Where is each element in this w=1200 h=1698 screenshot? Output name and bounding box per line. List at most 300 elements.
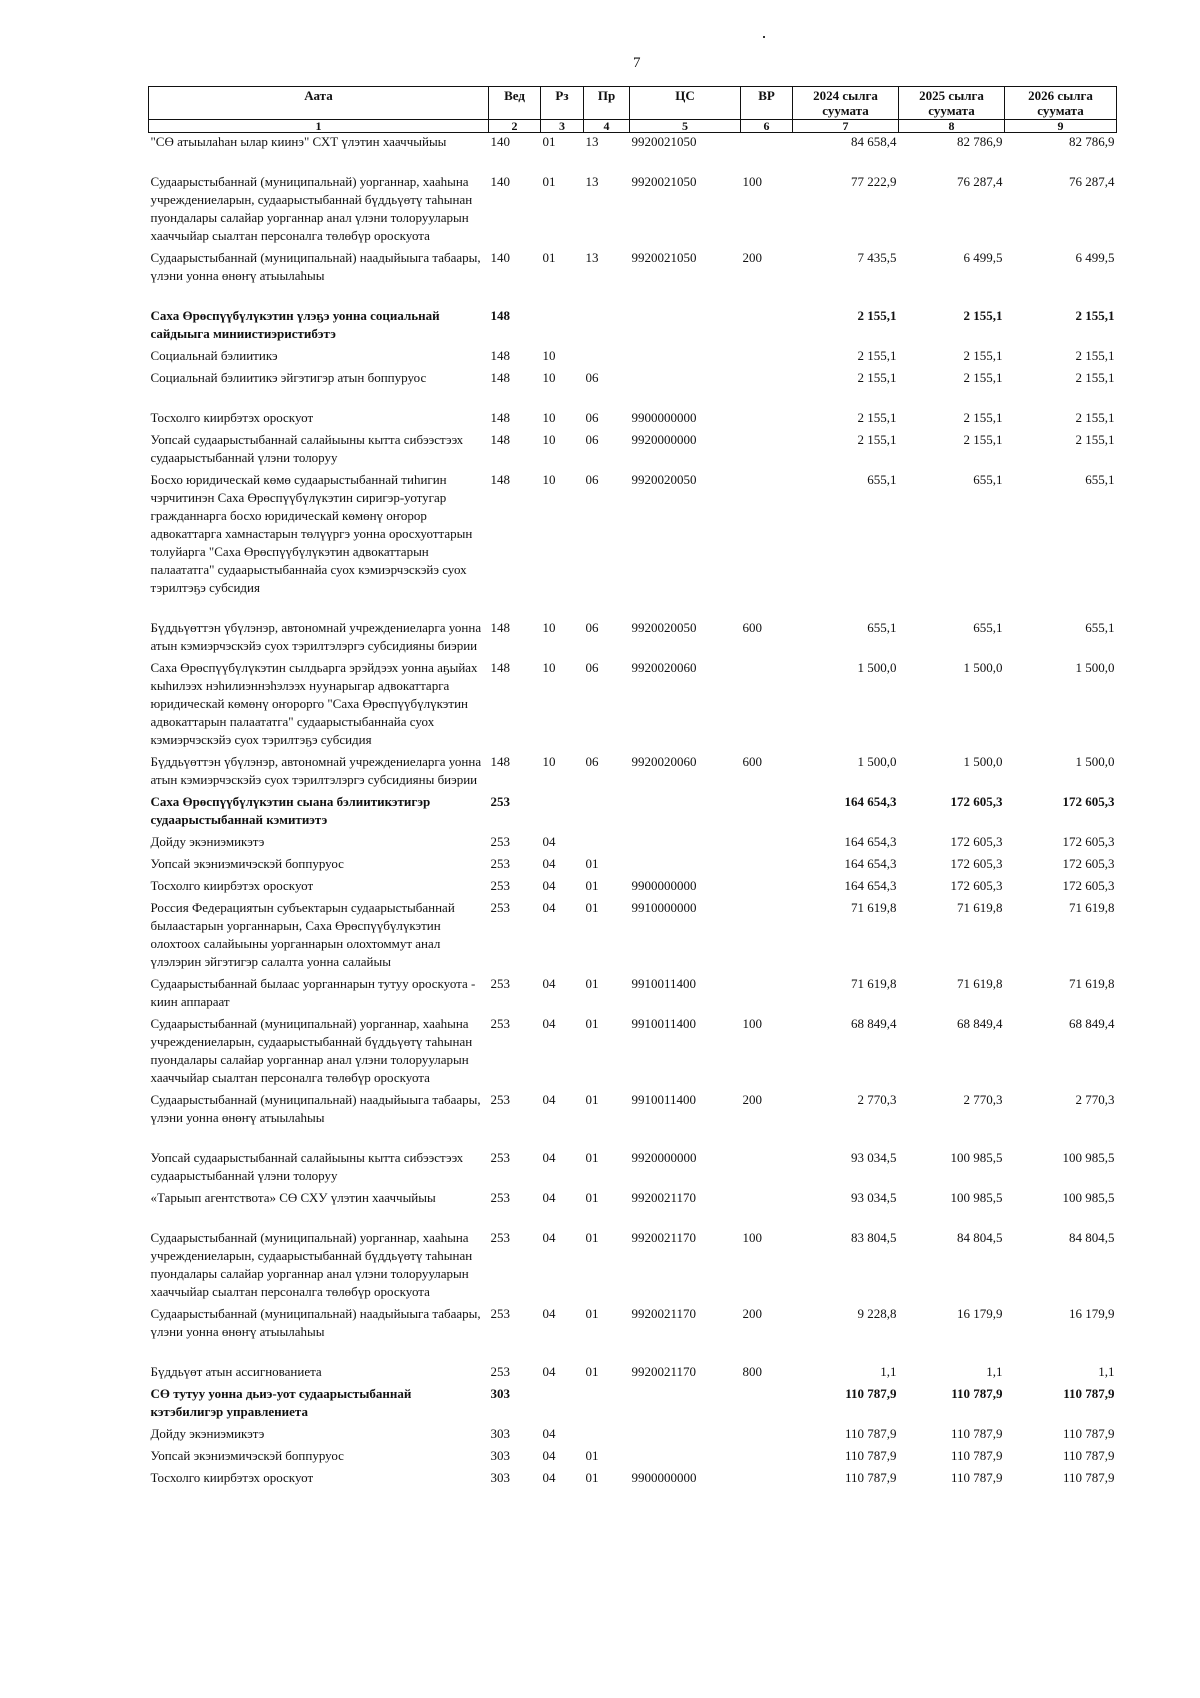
row-vr [741,407,793,429]
row-pr: 01 [585,878,599,893]
row-ved: 253 [490,1150,510,1165]
table-row [149,429,1117,469]
row-ved: 253 [490,1230,510,1245]
row-cs: 9920020060 [631,754,697,769]
table-row [149,657,1117,751]
row-pr [584,1383,630,1423]
row-ved: 140 [490,134,510,149]
row-amount-2025: 71 619,8 [957,976,1003,991]
row-vr [741,133,793,172]
budget-table [148,86,1117,1489]
row-ved: 253 [490,1364,510,1379]
row-ved: 148 [490,410,510,425]
row-vr [741,657,793,751]
table-row [149,247,1117,305]
row-cs: 9910000000 [631,900,697,915]
row-amount-2024: 71 619,8 [851,900,897,915]
row-ved: 253 [490,856,510,871]
table-row [149,831,1117,853]
row-amount-2026: 16 179,9 [1069,1306,1115,1321]
row-amount-2024: 655,1 [867,620,897,635]
row-amount-2025: 100 985,5 [950,1190,1003,1205]
row-name: Уопсай судаарыстыбаннай салайыыны кытта сибээстээх судаарыстыбаннай үлэни толоруу [150,1150,464,1183]
row-amount-2025: 110 787,9 [950,1448,1003,1463]
table-row [149,1187,1117,1227]
row-amount-2025: 110 787,9 [950,1470,1003,1485]
table-row [149,345,1117,367]
row-vr: 100 [742,1016,762,1031]
row-amount-2024: 164 654,3 [844,794,897,809]
row-amount-2024: 2 770,3 [857,1092,897,1107]
row-amount-2025: 110 787,9 [950,1426,1003,1441]
table-row [149,791,1117,831]
row-name: Босхо юридическай көмө судаарыстыбаннай тиһигин чэрчитинэн Саха Өрөспүүбүлүкэтин сиригэр-уотугар гражданнарга босхо юридическай көмөнү оҥорор адвокаттарга хамнастарын төлүүргэ уонна оросхуоттарын толуйарга "Саха Өрөспүүбүлүкэтин адвокаттарын палаататга" судаарыстыбаннайа суох кэмиэрчэскэйэ суох тэрилтэҕэ субсидия [150,472,473,595]
row-amount-2024: 93 034,5 [851,1190,897,1205]
row-amount-2026: 655,1 [1085,620,1115,635]
row-amount-2024: 83 804,5 [851,1230,897,1245]
row-amount-2024: 77 222,9 [851,174,897,189]
row-pr: 01 [585,1016,599,1031]
row-ved: 253 [490,900,510,915]
col-number: 3 [541,120,584,133]
row-amount-2025: 100 985,5 [950,1150,1003,1165]
table-row [149,305,1117,345]
table-row [149,751,1117,791]
row-amount-2025: 1,1 [986,1364,1003,1379]
row-ved: 140 [490,174,510,189]
row-pr: 06 [585,620,599,635]
row-vr [741,1423,793,1445]
row-vr [741,831,793,853]
header-number-row [149,120,1117,133]
row-vr [741,791,793,831]
row-pr: 01 [585,1448,599,1463]
row-cs [630,367,741,407]
row-amount-2026: 71 619,8 [1069,976,1115,991]
row-amount-2026: 2 155,1 [1075,432,1115,447]
row-rz [541,1383,584,1423]
row-pr: 01 [585,1190,599,1205]
row-amount-2025: 172 605,3 [950,856,1003,871]
row-pr [584,791,630,831]
row-pr: 06 [585,472,599,487]
row-cs: 9920021170 [631,1230,697,1245]
row-rz: 10 [542,410,556,425]
row-ved: 303 [490,1470,510,1485]
col-header-ved: Вед [489,87,541,120]
row-amount-2026: 1,1 [1098,1364,1115,1379]
row-pr: 13 [585,250,599,265]
row-amount-2024: 2 155,1 [857,348,897,363]
table-row [149,469,1117,617]
table-row [149,897,1117,973]
row-cs: 9920020060 [631,660,697,675]
row-pr: 06 [585,410,599,425]
row-amount-2024: 2 155,1 [857,370,897,385]
row-ved: 148 [490,370,510,385]
row-ved: 148 [490,472,510,487]
row-amount-2026: 82 786,9 [1069,134,1115,149]
row-amount-2024: 1 500,0 [857,754,897,769]
row-vr: 100 [742,1230,762,1245]
row-amount-2025: 2 155,1 [963,308,1003,323]
row-pr: 13 [585,134,599,149]
row-amount-2025: 84 804,5 [957,1230,1003,1245]
row-pr: 01 [585,976,599,991]
row-name: "СӨ атыылаһан ылар киинэ" СХТ үлэтин хааччыйыы [150,134,447,149]
table-row [149,1467,1117,1489]
row-rz: 04 [542,900,556,915]
row-cs [630,791,741,831]
row-pr [584,305,630,345]
row-pr: 06 [585,660,599,675]
row-rz: 04 [542,1426,556,1441]
col-number: 7 [793,120,899,133]
row-vr: 200 [742,1092,762,1107]
row-ved: 148 [490,432,510,447]
row-name: Уопсай экэниэмичэскэй боппуруос [150,856,344,871]
row-rz: 04 [542,1448,556,1463]
row-ved: 148 [490,308,510,323]
row-cs [630,853,741,875]
row-rz: 01 [542,134,556,149]
row-amount-2026: 6 499,5 [1075,250,1115,265]
row-rz [541,791,584,831]
row-rz: 01 [542,174,556,189]
row-vr: 600 [742,620,762,635]
row-name: Тосхолго киирбэтэх ороскуот [150,410,314,425]
row-cs: 9920021170 [631,1364,697,1379]
row-rz: 10 [542,432,556,447]
row-name: Уопсай судаарыстыбаннай салайыыны кытта сибээстээх судаарыстыбаннай үлэни толоруу [150,432,464,465]
row-pr: 13 [585,174,599,189]
row-amount-2026: 2 770,3 [1075,1092,1115,1107]
row-amount-2024: 655,1 [867,472,897,487]
row-name: Социальнай бэлиитикэ [150,348,278,363]
row-ved: 148 [490,620,510,635]
row-cs [630,1445,741,1467]
row-ved: 253 [490,794,510,809]
row-amount-2025: 172 605,3 [950,794,1003,809]
row-pr: 01 [585,1150,599,1165]
row-pr [584,345,630,367]
row-ved: 253 [490,878,510,893]
row-rz: 04 [542,1190,556,1205]
row-name: Тосхолго киирбэтэх ороскуот [150,878,314,893]
row-rz: 04 [542,1092,556,1107]
row-name: СӨ тутуу уонна дьиэ-уот судаарыстыбаннай кэтэбилигэр управлениета [150,1386,412,1419]
row-amount-2025: 1 500,0 [963,754,1003,769]
row-name: Бүддьүөт атын ассигнованиета [150,1364,322,1379]
row-amount-2026: 2 155,1 [1075,410,1115,425]
table-row [149,1423,1117,1445]
row-pr [584,831,630,853]
row-vr [741,429,793,469]
row-vr [741,973,793,1013]
row-rz: 10 [542,620,556,635]
row-rz: 04 [542,1230,556,1245]
table-row [149,1383,1117,1423]
row-pr: 01 [585,1306,599,1321]
row-vr [741,1147,793,1187]
row-amount-2026: 76 287,4 [1069,174,1115,189]
table-body [149,133,1117,1490]
row-ved: 253 [490,1190,510,1205]
row-amount-2024: 110 787,9 [844,1426,897,1441]
row-vr: 100 [742,174,762,189]
row-pr: 01 [585,1364,599,1379]
row-name: Судаарыстыбаннай (муниципальнай) уорганнар, хааһына учреждениеларын, судаарыстыбаннай бүддьүөтү таһынан пуондалары салайар уорганнар анал үлэни толорууларын хааччыйар сыалтан персоналга төлөбүр ороскуота [150,174,473,243]
row-cs: 9900000000 [631,410,697,425]
row-amount-2026: 172 605,3 [1062,878,1115,893]
row-name: Судаарыстыбаннай былаас уорганнарын тутуу ороскуота - киин аппараат [150,976,476,1009]
row-amount-2025: 76 287,4 [957,174,1003,189]
row-amount-2024: 164 654,3 [844,834,897,849]
row-amount-2026: 110 787,9 [1062,1426,1115,1441]
row-amount-2025: 71 619,8 [957,900,1003,915]
row-amount-2026: 1 500,0 [1075,660,1115,675]
row-cs: 9910011400 [631,1092,697,1107]
row-amount-2026: 2 155,1 [1075,308,1115,323]
row-amount-2026: 2 155,1 [1075,370,1115,385]
row-cs: 9910011400 [631,1016,697,1031]
row-pr [584,1423,630,1445]
row-amount-2026: 172 605,3 [1062,834,1115,849]
row-rz: 04 [542,976,556,991]
row-pr: 06 [585,370,599,385]
col-number: 2 [489,120,541,133]
col-number: 1 [149,120,489,133]
row-rz: 10 [542,370,556,385]
row-vr [741,367,793,407]
row-vr [741,469,793,617]
table-row [149,1147,1117,1187]
page-number: 7 [633,55,641,71]
scan-speck [763,36,765,38]
row-name: Судаарыстыбаннай (муниципальнай) уорганнар, хааһына учреждениеларын, судаарыстыбаннай бүддьүөтү таһынан пуондалары салайар уорганнар анал үлэни толорууларын хааччыйар сыалтан персоналга төлөбүр ороскуота [150,1016,473,1085]
col-number: 8 [899,120,1005,133]
row-rz: 04 [542,1016,556,1031]
row-amount-2026: 172 605,3 [1062,794,1115,809]
row-amount-2025: 6 499,5 [963,250,1003,265]
table-row [149,171,1117,247]
row-cs: 9910011400 [631,976,697,991]
row-name: Тосхолго киирбэтэх ороскуот [150,1470,314,1485]
col-header-name: Аата [149,87,489,120]
row-ved: 253 [490,1016,510,1031]
row-cs [630,305,741,345]
row-cs: 9920000000 [631,432,697,447]
table-row [149,1361,1117,1383]
row-pr: 01 [585,856,599,871]
col-header-2026: 2026 сылга суумата [1005,87,1117,120]
row-amount-2026: 110 787,9 [1063,1386,1115,1401]
row-pr: 01 [585,1230,599,1245]
table-row [149,853,1117,875]
row-amount-2024: 110 787,9 [844,1470,897,1485]
col-header-2024: 2024 сылга суумата [793,87,899,120]
row-vr [741,1187,793,1227]
row-name: Саха Өрөспүүбүлүкэтин сыана бэлиитикэтигэр судаарыстыбаннай кэмитиэтэ [150,794,431,827]
row-name: «Тарыып агентствота» СӨ СХУ үлэтин хааччыйыы [150,1190,436,1205]
row-rz: 10 [542,754,556,769]
col-header-vr: ВР [741,87,793,120]
row-amount-2024: 164 654,3 [844,878,897,893]
row-pr: 01 [585,1470,599,1485]
row-rz: 04 [542,1150,556,1165]
row-amount-2024: 93 034,5 [851,1150,897,1165]
row-amount-2025: 2 155,1 [963,410,1003,425]
row-amount-2025: 655,1 [973,620,1003,635]
row-amount-2025: 1 500,0 [963,660,1003,675]
row-cs: 9920020050 [631,620,697,635]
row-vr [741,875,793,897]
row-rz: 10 [542,660,556,675]
row-rz: 10 [542,472,556,487]
row-amount-2025: 2 155,1 [963,370,1003,385]
row-amount-2024: 110 787,9 [844,1448,897,1463]
table-row [149,133,1117,172]
row-ved: 148 [490,660,510,675]
row-amount-2024: 68 849,4 [851,1016,897,1031]
row-vr [741,897,793,973]
row-ved: 303 [490,1448,510,1463]
row-rz: 01 [542,250,556,265]
row-cs: 9900000000 [631,1470,697,1485]
row-amount-2024: 2 155,1 [857,410,897,425]
row-amount-2024: 2 155,1 [857,432,897,447]
row-amount-2025: 110 787,9 [951,1386,1003,1401]
table-row [149,1227,1117,1303]
table-row [149,1013,1117,1089]
row-amount-2024: 110 787,9 [845,1386,897,1401]
table-row [149,1089,1117,1147]
row-vr [741,1383,793,1423]
row-vr: 600 [742,754,762,769]
row-amount-2024: 84 658,4 [851,134,897,149]
row-cs [630,345,741,367]
row-name: Россия Федерациятын субъектарын судаарыстыбаннай былаастарын уорганнарын, Саха Өрөспүүбүлүкэтин олохтоох салайыыны уорганнарын олохтоммут анал үлэлэрин эйгэтигэр салалта уонна салайыы [150,900,455,969]
row-amount-2025: 172 605,3 [950,834,1003,849]
row-cs: 9920021050 [631,174,697,189]
row-amount-2024: 71 619,8 [851,976,897,991]
row-amount-2024: 2 155,1 [857,308,897,323]
row-ved: 303 [490,1386,510,1401]
row-ved: 253 [490,1092,510,1107]
row-amount-2024: 9 228,8 [857,1306,897,1321]
row-name: Уопсай экэниэмичэскэй боппуруос [150,1448,344,1463]
row-rz: 04 [542,1364,556,1379]
table-row [149,367,1117,407]
row-amount-2024: 1,1 [880,1364,897,1379]
table-row [149,1445,1117,1467]
row-cs [630,1423,741,1445]
col-number: 4 [584,120,630,133]
row-ved: 140 [490,250,510,265]
row-amount-2025: 2 155,1 [963,432,1003,447]
row-ved: 253 [490,976,510,991]
row-amount-2026: 100 985,5 [1062,1190,1115,1205]
row-name: Судаарыстыбаннай (муниципальнай) наадыйыыга табаары, үлэни уонна өнөҥү атыылаһыы [150,1306,481,1339]
row-amount-2024: 164 654,3 [844,856,897,871]
row-name: Саха Өрөспүүбүлүкэтин сылдьарга эрэйдээх уонна аҕыйах кыһилээх нэһилиэннэһэлээх нуунарыгар адвокаттарга юридическай көмөнү оҥорорго "Саха Өрөспүүбүлүкэтин адвокаттарын палаататга" судаарыстыбаннайа суох кэмиэрчэскэйэ суох тэрилтэҕэ субсидия [150,660,478,747]
col-header-cs: ЦС [630,87,741,120]
row-ved: 148 [490,754,510,769]
col-number: 5 [630,120,741,133]
row-rz: 04 [542,1470,556,1485]
table-row [149,973,1117,1013]
row-rz: 04 [542,856,556,871]
row-vr: 800 [742,1364,762,1379]
row-amount-2025: 68 849,4 [957,1016,1003,1031]
row-cs [630,1383,741,1423]
row-amount-2026: 172 605,3 [1062,856,1115,871]
row-rz: 04 [542,834,556,849]
row-amount-2025: 655,1 [973,472,1003,487]
row-name: Социальнай бэлиитикэ эйгэтигэр атын боппуруос [150,370,427,385]
header-row [149,87,1117,120]
row-amount-2025: 16 179,9 [957,1306,1003,1321]
row-cs: 9920021170 [631,1306,697,1321]
row-name: Бүддьүөттэн үбүлэнэр, автономнай учреждениеларга уонна атын кэмиэрчэскэйэ суох тэрилтэлэргэ субсидияны биэрии [150,620,482,653]
row-amount-2026: 68 849,4 [1069,1016,1115,1031]
row-cs: 9920000000 [631,1150,697,1165]
row-amount-2025: 172 605,3 [950,878,1003,893]
row-rz: 10 [542,348,556,363]
row-pr: 06 [585,432,599,447]
row-name: Саха Өрөспүүбүлүкэтин үлэҕэ уонна социальнай сайдыыга миниистиэристибэтэ [150,308,440,341]
row-name: Судаарыстыбаннай (муниципальнай) уорганнар, хааһына учреждениеларын, судаарыстыбаннай бүддьүөтү таһынан пуондалары салайар уорганнар анал үлэни толорууларын хааччыйар сыалтан персоналга төлөбүр ороскуота [150,1230,473,1299]
row-name: Судаарыстыбаннай (муниципальнай) наадыйыыга табаары, үлэни уонна өнөҥү атыылаһыы [150,1092,481,1125]
row-cs: 9920021050 [631,134,697,149]
col-number: 6 [741,120,793,133]
row-amount-2025: 82 786,9 [957,134,1003,149]
col-header-rz: Рз [541,87,584,120]
row-amount-2026: 100 985,5 [1062,1150,1115,1165]
row-amount-2026: 1 500,0 [1075,754,1115,769]
row-vr [741,853,793,875]
table-row [149,1303,1117,1361]
row-rz: 04 [542,1306,556,1321]
row-amount-2024: 1 500,0 [857,660,897,675]
col-header-pr: Пр [584,87,630,120]
row-pr: 01 [585,900,599,915]
row-pr: 01 [585,1092,599,1107]
row-pr: 06 [585,754,599,769]
row-name: Судаарыстыбаннай (муниципальнай) наадыйыыга табаары, үлэни уонна өнөҥү атыылаһыы [150,250,481,283]
row-cs: 9900000000 [631,878,697,893]
row-cs: 9920020050 [631,472,697,487]
row-vr [741,1467,793,1489]
row-amount-2026: 84 804,5 [1069,1230,1115,1245]
row-vr [741,1445,793,1467]
row-ved: 253 [490,1306,510,1321]
row-vr: 200 [742,1306,762,1321]
table-row [149,617,1117,657]
row-rz [541,305,584,345]
table-row [149,407,1117,429]
row-ved: 148 [490,348,510,363]
row-amount-2026: 110 787,9 [1062,1470,1115,1485]
row-amount-2026: 655,1 [1085,472,1115,487]
row-cs: 9920021170 [631,1190,697,1205]
row-rz: 04 [542,878,556,893]
col-header-2025: 2025 сылга суумата [899,87,1005,120]
row-vr [741,305,793,345]
col-number: 9 [1005,120,1117,133]
row-amount-2024: 7 435,5 [857,250,897,265]
row-ved: 253 [490,834,510,849]
